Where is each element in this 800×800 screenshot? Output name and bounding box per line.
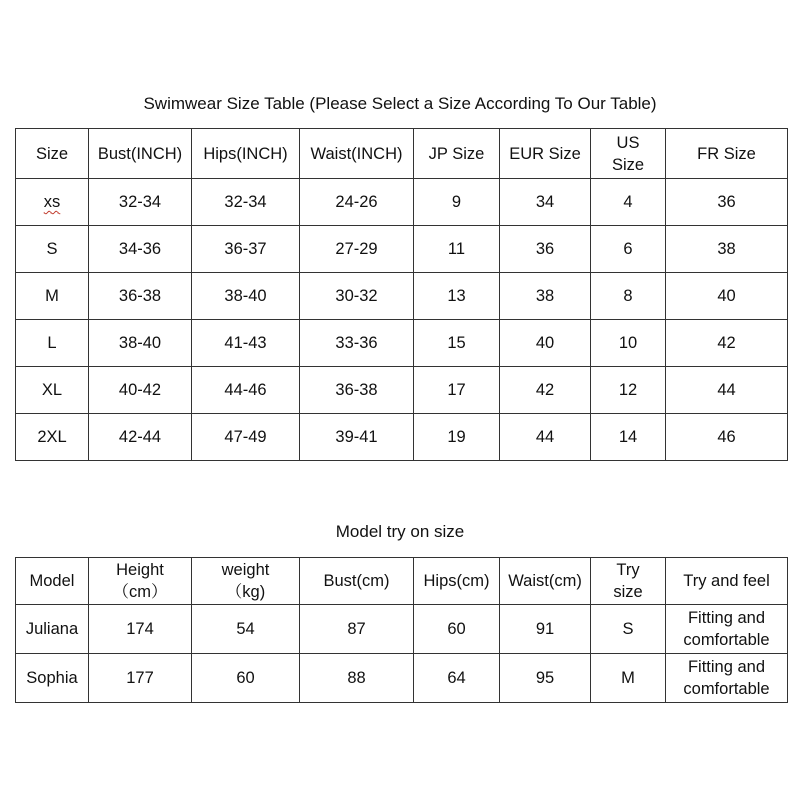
header-height-line1: Height [116,561,164,579]
bust-cell: 42-44 [89,414,192,461]
model-try-on-table [15,557,788,703]
table-row [16,414,788,461]
header-us-size [591,129,666,179]
header-eur-size: EUR Size [500,129,591,179]
header-waist: Waist(cm) [500,558,591,605]
eur-size-cell: 44 [500,414,591,461]
hips-cell: 60 [414,605,500,654]
weight-cell: 54 [192,605,300,654]
fr-size-cell: 42 [666,320,788,367]
table-row [16,605,788,654]
header-model: Model [16,558,89,605]
us-size-cell: 12 [591,367,666,414]
us-size-cell: 10 [591,320,666,367]
hips-cell: 38-40 [192,273,300,320]
weight-cell: 60 [192,654,300,703]
swimwear-size-table [15,128,788,461]
header-us-size-line2: Size [611,155,645,174]
eur-size-cell: 36 [500,226,591,273]
try-size-cell: S [591,605,666,654]
header-jp-size: JP Size [414,129,500,179]
eur-size-cell: 40 [500,320,591,367]
hips-cell: 44-46 [192,367,300,414]
fr-size-cell: 40 [666,273,788,320]
header-weight-line2: （kg) [225,583,266,601]
size-table-title: Swimwear Size Table (Please Select a Size According To Our Table) [143,94,657,113]
table-row [16,179,788,226]
bust-cell: 88 [300,654,414,703]
header-try-and-feel: Try and feel [666,558,788,605]
size-cell: L [16,320,89,367]
eur-size-cell: 38 [500,273,591,320]
hips-cell: 47-49 [192,414,300,461]
feel-cell [666,605,788,654]
fr-size-cell: 36 [666,179,788,226]
size-table-header-row [16,129,788,179]
header-try-size-line2: size [613,583,643,601]
header-size: Size [16,129,89,179]
feel-cell [666,654,788,703]
size-cell [16,179,89,226]
model-name-cell: Juliana [16,605,89,654]
header-waist: Waist(INCH) [300,129,414,179]
jp-size-cell: 9 [414,179,500,226]
hips-cell: 41-43 [192,320,300,367]
header-us-size-line1: US [616,133,640,152]
height-cell: 177 [89,654,192,703]
header-height [89,558,192,605]
size-value: xs [43,193,61,211]
hips-cell: 64 [414,654,500,703]
table-row [16,226,788,273]
header-fr-size: FR Size [666,129,788,179]
bust-cell: 36-38 [89,273,192,320]
model-table-header-row [16,558,788,605]
table-row [16,367,788,414]
bust-cell: 40-42 [89,367,192,414]
feel-line1: Fitting and [687,609,766,627]
header-hips: Hips(INCH) [192,129,300,179]
us-size-cell: 8 [591,273,666,320]
us-size-cell: 4 [591,179,666,226]
bust-cell: 34-36 [89,226,192,273]
model-table-title: Model try on size [335,522,465,541]
fr-size-cell: 46 [666,414,788,461]
waist-cell: 95 [500,654,591,703]
feel-line1: Fitting and [687,658,766,676]
header-bust: Bust(cm) [300,558,414,605]
us-size-cell: 6 [591,226,666,273]
bust-cell: 38-40 [89,320,192,367]
eur-size-cell: 42 [500,367,591,414]
fr-size-cell: 38 [666,226,788,273]
header-height-line2: （cm） [112,583,168,601]
header-try-size-line1: Try [616,561,640,579]
table-row [16,654,788,703]
header-hips: Hips(cm) [414,558,500,605]
waist-cell: 33-36 [300,320,414,367]
jp-size-cell: 11 [414,226,500,273]
table-row [16,320,788,367]
waist-cell: 30-32 [300,273,414,320]
feel-line2: comfortable [683,631,770,649]
header-bust: Bust(INCH) [89,129,192,179]
jp-size-cell: 13 [414,273,500,320]
feel-line2: comfortable [683,680,770,698]
height-cell: 174 [89,605,192,654]
model-name-cell: Sophia [16,654,89,703]
waist-cell: 91 [500,605,591,654]
header-try-size [591,558,666,605]
waist-cell: 36-38 [300,367,414,414]
header-weight-line1: weight [221,561,270,579]
size-cell: XL [16,367,89,414]
table-row [16,273,788,320]
size-cell: S [16,226,89,273]
try-size-cell: M [591,654,666,703]
bust-cell: 87 [300,605,414,654]
jp-size-cell: 19 [414,414,500,461]
size-cell: 2XL [16,414,89,461]
fr-size-cell: 44 [666,367,788,414]
hips-cell: 32-34 [192,179,300,226]
jp-size-cell: 17 [414,367,500,414]
size-cell: M [16,273,89,320]
eur-size-cell: 34 [500,179,591,226]
jp-size-cell: 15 [414,320,500,367]
hips-cell: 36-37 [192,226,300,273]
waist-cell: 39-41 [300,414,414,461]
header-weight [192,558,300,605]
bust-cell: 32-34 [89,179,192,226]
waist-cell: 24-26 [300,179,414,226]
waist-cell: 27-29 [300,226,414,273]
us-size-cell: 14 [591,414,666,461]
